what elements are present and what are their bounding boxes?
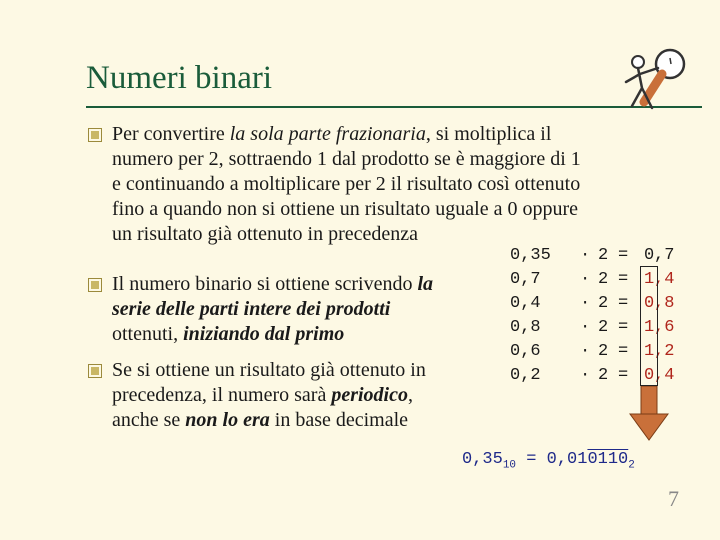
table-cell-frac: ,7	[654, 246, 675, 265]
table-cell-op: ·	[580, 270, 591, 289]
table-cell-a: 0,6	[510, 342, 541, 361]
table-cell-a: 0,8	[510, 318, 541, 337]
table-cell-eq: =	[618, 294, 629, 313]
table-cell-eq: =	[618, 270, 629, 289]
bullet-3-line-1: Se si ottiene un risultato già ottenuto in	[112, 359, 426, 381]
table-cell-int: 1	[644, 342, 655, 361]
result-periodic: 0110	[587, 450, 629, 469]
table-row	[510, 246, 710, 268]
table-cell-b: 2	[598, 294, 609, 313]
table-cell-b: 2	[598, 366, 609, 385]
title-rule	[86, 106, 702, 108]
table-cell-eq: =	[618, 318, 629, 337]
table-cell-op: ·	[580, 318, 591, 337]
table-cell-int: 0	[644, 246, 655, 265]
slide-title: Numeri binari	[86, 60, 273, 96]
bullet-3-text	[112, 358, 426, 433]
table-row	[510, 342, 710, 364]
table-cell-b: 2	[598, 246, 609, 265]
table-cell-frac: ,4	[654, 366, 675, 385]
magnifier-figure-icon	[618, 44, 694, 120]
table-cell-op: ·	[580, 246, 591, 265]
bullet-1-line-3: e continuando a moltiplicare per 2 il risultato così ottenuto	[112, 173, 581, 195]
table-cell-eq: =	[618, 342, 629, 361]
bullet-3-line-2: precedenza, il numero sarà periodico,	[112, 384, 413, 406]
conversion-result	[462, 450, 635, 471]
table-cell-frac: ,6	[654, 318, 675, 337]
table-row	[510, 294, 710, 316]
result-rhs: 0,01	[546, 450, 588, 469]
table-cell-int: 0	[644, 294, 655, 313]
table-cell-frac: ,4	[654, 270, 675, 289]
table-cell-eq: =	[618, 246, 629, 265]
table-row	[510, 270, 710, 292]
bullet-1-marker	[88, 128, 102, 142]
table-cell-op: ·	[580, 342, 591, 361]
page-number: 7	[668, 486, 679, 511]
table-cell-frac: ,8	[654, 294, 675, 313]
table-cell-a: 0,7	[510, 270, 541, 289]
table-cell-op: ·	[580, 294, 591, 313]
table-cell-a: 0,35	[510, 246, 551, 265]
table-cell-b: 2	[598, 318, 609, 337]
result-lhs: 0,35	[462, 450, 503, 469]
bullet-3-marker	[88, 364, 102, 378]
arrow-down-icon	[628, 386, 670, 442]
result-equals: =	[516, 450, 547, 469]
table-cell-frac: ,2	[654, 342, 675, 361]
bullet-1-line-2: numero per 2, sottraendo 1 dal prodotto se è maggiore di 1	[112, 148, 581, 170]
bullet-1-line-1: Per convertire la sola parte frazionaria, si moltiplica il	[112, 123, 552, 145]
table-cell-int: 0	[644, 366, 655, 385]
integer-parts-box	[640, 266, 658, 386]
bullet-2-text	[112, 272, 433, 347]
table-cell-b: 2	[598, 270, 609, 289]
table-cell-op: ·	[580, 366, 591, 385]
bullet-2-line-3: ottenuti, iniziando dal primo	[112, 323, 345, 345]
bullet-1-text	[112, 122, 581, 247]
table-cell-a: 0,2	[510, 366, 541, 385]
bullet-3-line-3: anche se non lo era in base decimale	[112, 409, 409, 431]
bullet-1-line-5: un risultato già ottenuto in precedenza	[112, 223, 419, 245]
table-cell-eq: =	[618, 366, 629, 385]
bullet-2-line-1: Il numero binario si ottiene scrivendo la	[112, 273, 434, 295]
table-row	[510, 366, 710, 388]
table-cell-int: 1	[644, 270, 655, 289]
result-lhs-base: 10	[502, 459, 517, 472]
table-cell-int: 1	[644, 318, 655, 337]
table-row	[510, 318, 710, 340]
bullet-2-marker	[88, 278, 102, 292]
table-cell-a: 0,4	[510, 294, 541, 313]
table-cell-b: 2	[598, 342, 609, 361]
bullet-1-line-4: fino a quando non si ottiene un risultato uguale a 0 oppure	[112, 198, 579, 220]
bullet-2-line-2: serie delle parti intere dei prodotti	[112, 298, 391, 320]
result-rhs-base: 2	[628, 459, 635, 472]
